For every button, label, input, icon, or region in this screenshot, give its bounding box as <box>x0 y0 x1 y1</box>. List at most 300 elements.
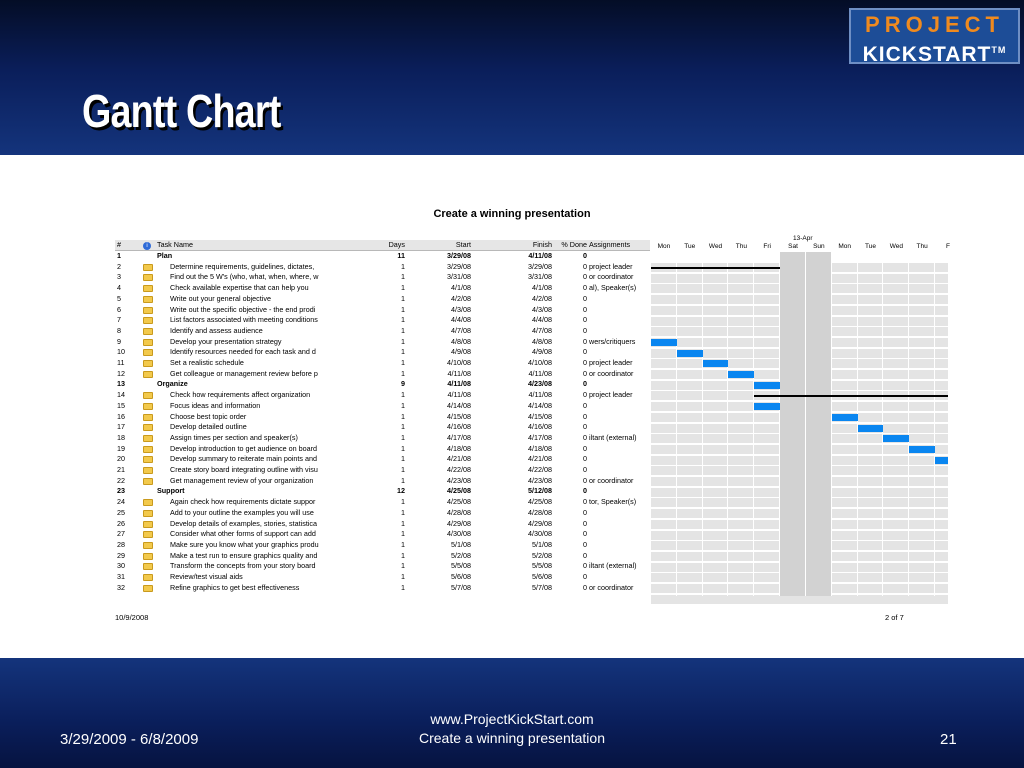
task-name: List factors associated with meeting conditions <box>170 315 318 325</box>
task-name: Identify resources needed for each task and d <box>170 347 316 357</box>
task-assignments: or coordinator <box>589 368 634 378</box>
day-label: Wed <box>889 243 903 250</box>
trademark-mark: TM <box>991 45 1007 55</box>
task-assignments: project leader <box>589 390 633 400</box>
task-finish: 4/29/08 <box>528 518 552 528</box>
table-row[interactable] <box>115 561 650 572</box>
day-label: Fri <box>763 243 771 250</box>
task-days: 1 <box>401 304 405 314</box>
task-bar[interactable] <box>858 425 884 432</box>
table-row[interactable] <box>115 412 650 423</box>
row-number: 2 <box>117 261 121 271</box>
task-bar[interactable] <box>677 350 703 357</box>
table-row[interactable] <box>115 465 650 476</box>
folder-icon <box>143 349 153 356</box>
logo-line-1: PROJECT <box>865 12 1004 37</box>
table-row[interactable] <box>115 444 650 455</box>
row-number: 23 <box>117 486 125 496</box>
table-row[interactable] <box>115 369 650 380</box>
row-number: 28 <box>117 539 125 549</box>
row-number: 26 <box>117 518 125 528</box>
folder-icon <box>143 371 153 378</box>
table-row[interactable] <box>115 486 650 497</box>
task-percent-done: 0 <box>583 379 587 389</box>
table-row[interactable] <box>115 433 650 444</box>
print-date: 10/9/2008 <box>115 613 149 622</box>
task-name: Make a test run to ensure graphics quality and <box>170 550 318 560</box>
task-assignments: or coordinator <box>589 582 634 592</box>
task-name: Make sure you know what your graphics produ <box>170 539 319 549</box>
table-row[interactable] <box>115 379 650 390</box>
row-number: 8 <box>117 325 121 335</box>
col-header-start[interactable]: Start <box>455 240 471 249</box>
task-days: 1 <box>401 497 405 507</box>
day-label: Wed <box>708 243 723 250</box>
task-name: Set a realistic schedule <box>170 358 244 367</box>
table-row[interactable] <box>115 305 650 316</box>
task-start: 4/16/08 <box>447 422 471 432</box>
task-percent-done: 0 <box>583 443 587 453</box>
folder-icon <box>143 510 153 517</box>
day-column <box>935 252 961 596</box>
table-row[interactable] <box>115 497 650 508</box>
task-days: 1 <box>401 518 405 528</box>
table-row[interactable] <box>115 583 650 594</box>
row-number: 5 <box>117 293 121 303</box>
task-finish: 4/11/08 <box>528 251 552 260</box>
task-days: 1 <box>401 432 405 442</box>
task-finish: 4/16/08 <box>528 422 552 432</box>
footer-subtitle: Create a winning presentation <box>418 730 605 746</box>
col-header-num[interactable]: # <box>117 240 121 249</box>
task-days: 1 <box>401 443 405 453</box>
task-percent-done: 0 <box>583 325 587 335</box>
task-finish: 4/18/08 <box>528 443 552 453</box>
task-name: Develop details of examples, stories, statistica <box>170 518 318 528</box>
task-name: Get colleague or management review before p <box>170 368 318 378</box>
summary-bar[interactable] <box>754 395 948 397</box>
task-assignments: tor, Speaker(s) <box>589 497 637 507</box>
task-days: 1 <box>401 347 405 357</box>
task-percent-done: 0 <box>583 507 587 517</box>
task-start: 5/6/08 <box>451 572 471 581</box>
task-percent-done: 0 <box>583 518 587 528</box>
task-name: Develop detailed outline <box>170 422 247 432</box>
folder-icon <box>143 307 153 314</box>
table-row[interactable] <box>115 572 650 583</box>
row-number: 18 <box>117 432 125 442</box>
task-name: Refine graphics to get best effectiveness <box>170 582 300 592</box>
task-assignments: or coordinator <box>589 272 634 282</box>
folder-icon <box>143 435 153 442</box>
task-start: 4/7/08 <box>451 325 471 335</box>
gantt-timeline <box>651 232 948 596</box>
table-row[interactable] <box>115 401 650 412</box>
table-row[interactable] <box>115 262 650 273</box>
task-days: 1 <box>401 336 405 346</box>
task-percent-done: 0 <box>583 368 587 378</box>
day-column <box>832 252 858 596</box>
col-header-days[interactable]: Days <box>388 240 405 249</box>
task-percent-done: 0 <box>583 529 587 539</box>
task-percent-done: 0 <box>583 539 587 549</box>
row-number: 20 <box>117 454 125 464</box>
task-percent-done: 0 <box>583 411 587 421</box>
task-bar[interactable] <box>883 435 909 442</box>
folder-icon <box>143 531 153 538</box>
task-percent-done: 0 <box>583 390 587 400</box>
task-days: 1 <box>401 272 405 282</box>
task-assignments: project leader <box>589 261 633 271</box>
folder-icon <box>143 392 153 399</box>
task-assignments: iltant (external) <box>589 561 637 571</box>
day-column <box>909 252 935 596</box>
table-row[interactable] <box>115 508 650 519</box>
folder-icon <box>143 403 153 410</box>
folder-icon <box>143 478 153 485</box>
day-column <box>677 252 703 596</box>
task-start: 4/25/08 <box>447 497 471 507</box>
table-row[interactable] <box>115 326 650 337</box>
task-finish: 4/10/08 <box>528 358 552 367</box>
task-name: Add to your outline the examples you will use <box>170 507 314 517</box>
task-percent-done: 0 <box>583 454 587 464</box>
task-percent-done: 0 <box>583 561 587 571</box>
table-row[interactable] <box>115 358 650 369</box>
task-name: Focus ideas and information <box>170 400 261 410</box>
task-percent-done: 0 <box>583 422 587 432</box>
task-name: Develop introduction to get audience on board <box>170 443 318 453</box>
task-assignments: or coordinator <box>589 475 634 485</box>
task-start: 4/14/08 <box>447 400 471 410</box>
task-finish: 4/11/08 <box>528 390 552 400</box>
task-days: 1 <box>401 368 405 378</box>
task-start: 4/11/08 <box>447 390 471 400</box>
task-finish: 4/3/08 <box>532 304 552 314</box>
task-finish: 4/9/08 <box>532 347 552 357</box>
task-percent-done: 0 <box>583 550 587 560</box>
table-row[interactable] <box>115 283 650 294</box>
footer-date-range: 3/29/2009 - 6/8/2009 <box>60 731 199 748</box>
task-name: Choose best topic order <box>170 411 247 421</box>
folder-icon <box>143 467 153 474</box>
task-finish: 5/12/08 <box>528 486 552 496</box>
footer-center <box>392 710 632 748</box>
day-label: F <box>945 243 950 250</box>
day-column <box>806 252 832 596</box>
table-row[interactable] <box>115 540 650 551</box>
slide-number: 21 <box>940 731 957 748</box>
folder-icon <box>143 339 153 346</box>
task-percent-done: 0 <box>583 486 587 496</box>
task-finish: 4/7/08 <box>532 325 552 335</box>
task-finish: 4/8/08 <box>532 336 552 346</box>
task-name: Write out your general objective <box>170 293 271 303</box>
table-row[interactable] <box>115 347 650 358</box>
col-header-assignments[interactable]: Assignments <box>589 240 631 249</box>
task-finish: 4/4/08 <box>532 315 552 325</box>
task-start: 5/5/08 <box>451 561 471 571</box>
day-label: Tue <box>684 243 696 250</box>
task-percent-done: 0 <box>583 315 587 325</box>
folder-icon <box>143 499 153 506</box>
day-column <box>651 252 677 596</box>
table-row[interactable] <box>115 315 650 326</box>
info-icon: i <box>143 242 151 250</box>
task-bar[interactable] <box>754 403 780 410</box>
folder-icon <box>143 563 153 570</box>
task-name: Develop summary to reiterate main points and <box>170 454 318 464</box>
col-header-done[interactable]: % Done <box>561 240 587 249</box>
col-header-info[interactable] <box>143 240 155 251</box>
folder-icon <box>143 296 153 303</box>
task-bar[interactable] <box>909 446 935 453</box>
task-assignments: al), Speaker(s) <box>589 283 637 293</box>
task-days: 1 <box>401 261 405 271</box>
day-label: Thu <box>916 243 928 250</box>
task-start: 4/29/08 <box>447 518 471 528</box>
task-finish: 4/21/08 <box>528 454 552 464</box>
table-row[interactable] <box>115 422 650 433</box>
table-row[interactable] <box>115 337 650 348</box>
task-bar[interactable] <box>703 360 729 367</box>
task-finish: 4/17/08 <box>528 432 552 442</box>
task-start: 4/17/08 <box>447 432 471 442</box>
row-number: 15 <box>117 400 125 410</box>
task-assignments: project leader <box>589 358 633 367</box>
row-number: 17 <box>117 422 125 432</box>
task-name: Determine requirements, guidelines, dictates, <box>170 261 315 271</box>
task-name: Organize <box>157 379 188 389</box>
folder-icon <box>143 285 153 292</box>
folder-icon <box>143 264 153 271</box>
task-percent-done: 0 <box>583 347 587 357</box>
task-days: 1 <box>401 539 405 549</box>
table-row[interactable] <box>115 294 650 305</box>
task-start: 4/25/08 <box>447 486 471 496</box>
task-finish: 4/23/08 <box>528 475 552 485</box>
task-percent-done: 0 <box>583 261 587 271</box>
task-start: 4/23/08 <box>447 475 471 485</box>
task-finish: 5/6/08 <box>532 572 552 581</box>
task-name: Plan <box>157 251 173 260</box>
day-label: Mon <box>657 243 671 250</box>
task-start: 4/28/08 <box>447 507 471 517</box>
day-column <box>883 252 909 596</box>
task-finish: 3/29/08 <box>528 261 552 271</box>
row-number: 7 <box>117 315 121 325</box>
row-number: 13 <box>117 379 125 389</box>
footer-url[interactable]: www.ProjectKickStart.com <box>430 711 594 727</box>
table-row[interactable] <box>115 476 650 487</box>
print-page-number: 2 of 7 <box>885 613 904 622</box>
task-days: 12 <box>397 486 405 496</box>
task-name: Write out the specific objective - the end prodi <box>170 304 316 314</box>
task-days: 1 <box>401 454 405 464</box>
task-name: Check available expertise that can help you <box>170 283 309 293</box>
row-number: 30 <box>117 561 125 571</box>
task-days: 1 <box>401 561 405 571</box>
day-label: Sun <box>813 243 825 250</box>
day-column <box>703 252 729 596</box>
task-name: Consider what other forms of support can add <box>170 529 316 539</box>
task-name: Create story board integrating outline with visu <box>170 465 318 474</box>
task-percent-done: 0 <box>583 283 587 293</box>
task-days: 1 <box>401 529 405 539</box>
task-start: 4/11/08 <box>447 368 471 378</box>
table-row[interactable] <box>115 251 650 262</box>
task-bar[interactable] <box>754 382 780 389</box>
task-finish: 5/2/08 <box>532 550 552 560</box>
task-percent-done: 0 <box>583 475 587 485</box>
task-start: 4/8/08 <box>451 336 471 346</box>
task-days: 1 <box>401 390 405 400</box>
table-row[interactable] <box>115 272 650 283</box>
task-finish: 4/1/08 <box>532 283 552 293</box>
task-percent-done: 0 <box>583 400 587 410</box>
row-icon <box>143 583 155 596</box>
row-number: 12 <box>117 368 125 378</box>
task-percent-done: 0 <box>583 465 587 474</box>
task-name: Again check how requirements dictate suppor <box>170 497 316 507</box>
folder-icon <box>143 424 153 431</box>
task-bar[interactable] <box>935 457 948 464</box>
summary-bar[interactable] <box>651 267 780 269</box>
folder-icon <box>143 521 153 528</box>
logo-line-2 <box>851 38 1018 67</box>
task-start: 4/11/08 <box>447 379 471 389</box>
task-days: 1 <box>401 507 405 517</box>
folder-icon <box>143 414 153 421</box>
row-number: 10 <box>117 347 125 357</box>
task-name: Develop your presentation strategy <box>170 336 282 346</box>
task-start: 5/1/08 <box>451 539 471 549</box>
task-days: 1 <box>401 550 405 560</box>
task-start: 4/2/08 <box>451 293 471 303</box>
task-finish: 5/7/08 <box>532 582 552 592</box>
task-days: 1 <box>401 582 405 592</box>
row-number: 14 <box>117 390 125 400</box>
task-finish: 4/23/08 <box>528 379 552 389</box>
task-percent-done: 0 <box>583 293 587 303</box>
task-days: 1 <box>401 411 405 421</box>
day-label: Sat <box>788 243 798 250</box>
task-start: 4/21/08 <box>447 454 471 464</box>
task-percent-done: 0 <box>583 336 587 346</box>
folder-icon <box>143 317 153 324</box>
task-start: 5/2/08 <box>451 550 471 560</box>
row-number: 29 <box>117 550 125 560</box>
row-number: 25 <box>117 507 125 517</box>
task-finish: 4/22/08 <box>528 465 552 474</box>
project-kickstart-logo <box>849 8 1020 64</box>
task-start: 3/31/08 <box>447 272 471 282</box>
day-label: Thu <box>735 243 747 250</box>
task-percent-done: 0 <box>583 304 587 314</box>
folder-icon <box>143 274 153 281</box>
task-start: 4/3/08 <box>451 304 471 314</box>
task-finish: 4/28/08 <box>528 507 552 517</box>
task-days: 1 <box>401 400 405 410</box>
task-finish: 3/31/08 <box>528 272 552 282</box>
task-days: 1 <box>401 465 405 474</box>
folder-icon <box>143 542 153 549</box>
task-name: Assign times per section and speaker(s) <box>170 432 298 442</box>
task-percent-done: 0 <box>583 572 587 581</box>
row-number: 24 <box>117 497 125 507</box>
row-number: 21 <box>117 465 125 474</box>
task-name: Transform the concepts from your story board <box>170 561 316 571</box>
col-header-task[interactable]: Task Name <box>157 240 193 249</box>
table-header-row <box>115 240 650 251</box>
day-column <box>728 252 754 596</box>
task-days: 1 <box>401 325 405 335</box>
gantt-title: Create a winning presentation <box>433 208 591 220</box>
table-row[interactable] <box>115 454 650 465</box>
row-number: 4 <box>117 283 121 293</box>
folder-icon <box>143 574 153 581</box>
folder-icon <box>143 328 153 335</box>
task-finish: 4/2/08 <box>532 293 552 303</box>
table-row[interactable] <box>115 529 650 540</box>
task-percent-done: 0 <box>583 272 587 282</box>
task-start: 4/4/08 <box>451 315 471 325</box>
task-bar[interactable] <box>832 414 858 421</box>
task-name: Check how requirements affect organization <box>170 390 311 400</box>
task-percent-done: 0 <box>583 582 587 592</box>
task-finish: 4/15/08 <box>528 411 552 421</box>
task-finish: 4/14/08 <box>528 400 552 410</box>
week-label: 13-Apr <box>793 235 813 242</box>
table-row[interactable] <box>115 390 650 401</box>
row-number: 3 <box>117 272 121 282</box>
task-start: 4/10/08 <box>447 358 471 367</box>
task-finish: 4/11/08 <box>528 368 552 378</box>
task-percent-done: 0 <box>583 432 587 442</box>
task-days: 1 <box>401 358 405 367</box>
table-row[interactable] <box>115 551 650 562</box>
day-label: Mon <box>838 243 852 250</box>
task-bar[interactable] <box>728 371 754 378</box>
row-number: 19 <box>117 443 125 453</box>
task-start: 4/18/08 <box>447 443 471 453</box>
row-number: 6 <box>117 304 121 314</box>
task-days: 1 <box>401 422 405 432</box>
task-name: Identify and assess audience <box>170 325 263 335</box>
logo-wordmark: KICKSTART <box>862 43 992 66</box>
table-row[interactable] <box>115 519 650 530</box>
task-start: 4/9/08 <box>451 347 471 357</box>
task-days: 11 <box>397 251 405 260</box>
task-bar[interactable] <box>651 339 677 346</box>
row-number: 22 <box>117 475 125 485</box>
row-number: 9 <box>117 336 121 346</box>
task-days: 1 <box>401 283 405 293</box>
task-finish: 4/30/08 <box>528 529 552 539</box>
col-header-finish[interactable]: Finish <box>532 240 552 249</box>
task-assignments: wers/critiquers <box>589 336 636 346</box>
day-column <box>780 252 806 596</box>
task-days: 1 <box>401 475 405 485</box>
day-label: Tue <box>865 243 876 250</box>
task-days: 1 <box>401 293 405 303</box>
folder-icon <box>143 456 153 463</box>
folder-icon <box>143 446 153 453</box>
task-days: 1 <box>401 572 405 581</box>
task-percent-done: 0 <box>583 251 587 260</box>
task-start: 3/29/08 <box>447 261 471 271</box>
folder-icon <box>143 360 153 367</box>
